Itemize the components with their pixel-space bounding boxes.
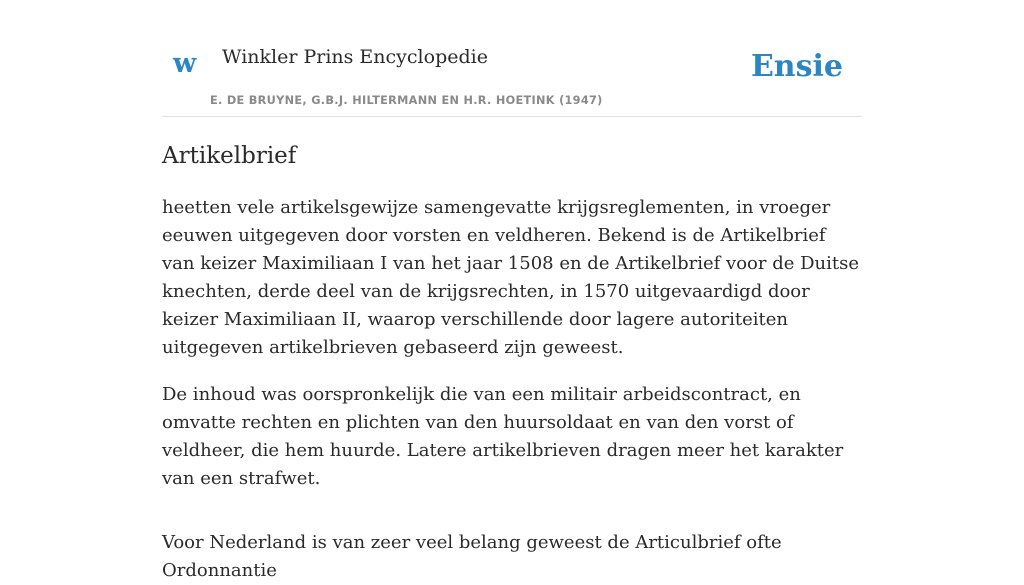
article-paragraph: heetten vele artikelsgewijze samengevatte krijgsreglementen, in vroeger eeuwen uitgegeven door vorsten en veldheren. Bekend is de Artikelbrief van keizer Maximiliaan I van het jaar 1508 en de Artikelbrief voor de Duitse knechten, derde deel van de krijgsrechten, in 1570 uitgevaardigd door keizer Maximiliaan II, waarop verschillende door lagere autoriteiten uitgegeven artikelbrieven gebaseerd zijn geweest. — [162, 196, 859, 358]
site-header — [162, 0, 862, 117]
byline: E. DE BRUYNE, G.B.J. HILTERMANN EN H.R. HOETINK (1947) — [210, 94, 603, 107]
article-paragraph: Voor Nederland is van zeer veel belang geweest de Articulbrief ofte Ordonnantie — [162, 531, 782, 581]
article-title: Artikelbrief — [162, 143, 297, 169]
article-paragraph: De inhoud was oorspronkelijk die van een militair arbeidscontract, en omvatte rechten en plichten van den huursoldaat en van den vorst of veldheer, die hem huurde. Latere artikelbrieven dragen meer het karakter van een strafwet. — [162, 383, 844, 489]
page — [162, 0, 862, 585]
article-body — [162, 194, 862, 585]
brand-logo[interactable]: Ensie — [750, 49, 843, 84]
site-title[interactable]: Winkler Prins Encyclopedie — [222, 46, 488, 68]
logo-w-icon[interactable]: w — [173, 48, 197, 79]
